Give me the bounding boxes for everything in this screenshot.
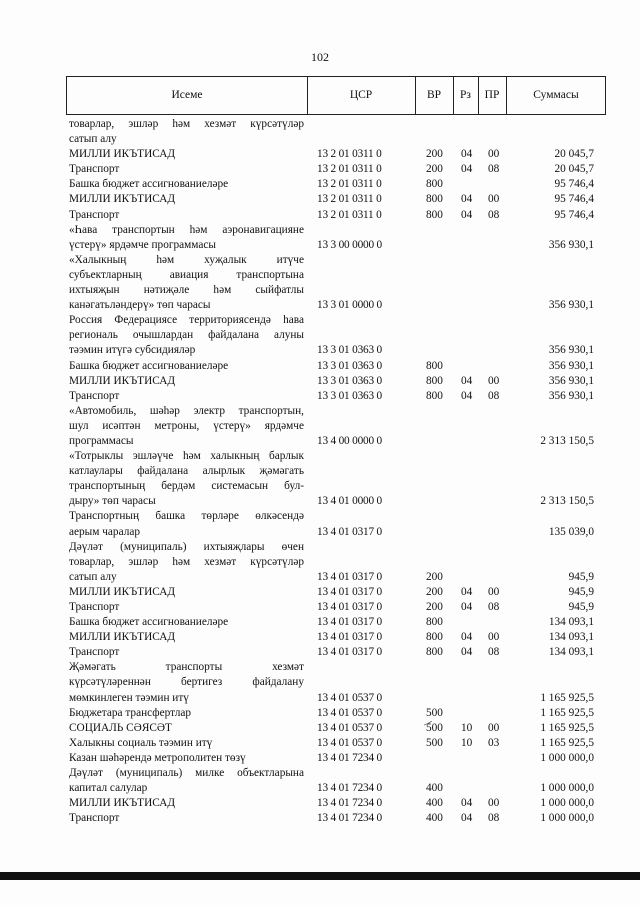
cell-vr: 800 bbox=[426, 193, 443, 206]
cell-pr: 08 bbox=[488, 646, 500, 659]
table-row bbox=[69, 691, 609, 706]
cell-sum: 945,9 bbox=[568, 601, 594, 613]
cell-pr: 00 bbox=[488, 797, 500, 810]
cell-vr: 800 bbox=[426, 359, 443, 372]
cell-name: мөмкинлеген тәэмин итү bbox=[69, 691, 189, 704]
header-name: Исеме bbox=[171, 89, 203, 101]
cell-sum: 134 093,1 bbox=[548, 646, 594, 659]
cell-name: Транспорт bbox=[69, 163, 120, 176]
cell-name: Россия Федерациясе территориясендә һава bbox=[69, 314, 304, 327]
table-row bbox=[69, 434, 609, 449]
cell-sum: 2 313 150,5 bbox=[540, 434, 594, 447]
cell-name: Җәмәгать транспорты хезмәт bbox=[69, 661, 304, 674]
cell-pr: 03 bbox=[488, 736, 500, 749]
cell-rz: 04 bbox=[461, 208, 473, 221]
cell-sum: 1 000 000,0 bbox=[540, 812, 594, 825]
cell-name: Дәүләт (муниципаль) ихтыяҗлары өчен bbox=[69, 540, 304, 553]
cell-name: транспортының бердәм системасын бул- bbox=[69, 480, 304, 493]
table-row bbox=[69, 238, 609, 253]
table-row bbox=[69, 706, 609, 721]
pen-mark-icon bbox=[424, 721, 432, 726]
table-row bbox=[69, 283, 609, 298]
table-header bbox=[66, 76, 606, 115]
table-row bbox=[69, 675, 609, 690]
cell-vr: 500 bbox=[426, 721, 443, 734]
table-row bbox=[69, 162, 609, 177]
cell-vr: 200 bbox=[426, 585, 443, 598]
cell-csr: 13 2 01 0311 0 bbox=[317, 178, 382, 191]
cell-vr: 500 bbox=[426, 736, 443, 749]
table-row bbox=[69, 660, 609, 675]
cell-vr: 200 bbox=[426, 163, 443, 176]
cell-name: СОЦИАЛЬ СӘЯСӘТ bbox=[69, 721, 172, 734]
cell-csr: 13 4 01 0537 0 bbox=[317, 721, 382, 734]
table-row bbox=[69, 766, 609, 781]
cell-name: сатып алу bbox=[69, 570, 117, 583]
cell-vr: 200 bbox=[426, 601, 443, 613]
table-row bbox=[69, 645, 609, 660]
cell-csr: 13 3 00 0000 0 bbox=[317, 238, 382, 251]
cell-csr: 13 4 01 0537 0 bbox=[317, 691, 382, 704]
table-row bbox=[69, 374, 609, 389]
cell-sum: 356 930,1 bbox=[548, 238, 594, 251]
table-row bbox=[69, 404, 609, 419]
cell-vr: 200 bbox=[426, 148, 443, 161]
cell-pr: 08 bbox=[488, 812, 500, 825]
cell-sum: 2 313 150,5 bbox=[540, 495, 594, 508]
cell-name: капитал салулар bbox=[69, 782, 148, 795]
cell-sum: 356 930,1 bbox=[548, 299, 594, 312]
cell-rz: 04 bbox=[461, 646, 473, 659]
cell-csr: 13 4 01 0537 0 bbox=[317, 736, 382, 749]
cell-pr: 08 bbox=[488, 163, 500, 176]
cell-name: МИЛЛИ ИКЪТИСАД bbox=[69, 585, 176, 598]
cell-csr: 13 3 01 0363 0 bbox=[317, 344, 382, 357]
cell-csr: 13 2 01 0311 0 bbox=[317, 163, 382, 176]
cell-csr: 13 4 01 0537 0 bbox=[317, 706, 382, 719]
cell-sum: 356 930,1 bbox=[548, 359, 594, 372]
cell-rz: 04 bbox=[461, 585, 473, 598]
header-vr: ВР bbox=[426, 89, 442, 101]
cell-vr: 800 bbox=[426, 208, 443, 221]
cell-name: МИЛЛИ ИКЪТИСАД bbox=[69, 374, 176, 387]
table-row bbox=[69, 343, 609, 358]
cell-sum: 20 045,7 bbox=[554, 148, 594, 161]
table-row bbox=[69, 449, 609, 464]
cell-vr: 800 bbox=[426, 389, 443, 402]
table-row bbox=[69, 585, 609, 600]
cell-sum: 1 165 925,5 bbox=[540, 721, 594, 734]
table-row bbox=[69, 117, 609, 132]
cell-name: күрсәтүләреннән бертигез файдалану bbox=[69, 676, 304, 689]
cell-sum: 95 746,4 bbox=[554, 208, 594, 221]
cell-name: МИЛЛИ ИКЪТИСАД bbox=[69, 193, 176, 206]
cell-sum: 945,9 bbox=[568, 585, 594, 598]
cell-name: Транспорт bbox=[69, 812, 120, 825]
table-row bbox=[69, 615, 609, 630]
cell-sum: 1 165 925,5 bbox=[540, 706, 594, 719]
page-number: 102 bbox=[311, 50, 329, 64]
cell-name: сатып алу bbox=[69, 133, 117, 146]
cell-name: «Һава транспортын һәм аэронавигацияне bbox=[69, 223, 304, 236]
cell-sum: 356 930,1 bbox=[548, 374, 594, 387]
cell-vr: 800 bbox=[426, 631, 443, 644]
cell-name: «Халыкның һәм хуҗалык итүче bbox=[69, 253, 304, 266]
cell-pr: 00 bbox=[488, 374, 500, 387]
table-row bbox=[69, 781, 609, 796]
cell-rz: 04 bbox=[461, 797, 473, 810]
cell-sum: 134 093,1 bbox=[548, 616, 594, 629]
cell-vr: 800 bbox=[426, 178, 443, 191]
cell-rz: 04 bbox=[461, 193, 473, 206]
table-row bbox=[69, 479, 609, 494]
cell-sum: 1 000 000,0 bbox=[540, 782, 594, 795]
cell-pr: 08 bbox=[488, 208, 500, 221]
cell-rz: 04 bbox=[461, 389, 473, 402]
cell-csr: 13 2 01 0311 0 bbox=[317, 193, 382, 206]
cell-csr: 13 3 01 0363 0 bbox=[317, 389, 382, 402]
table-row bbox=[69, 223, 609, 238]
table-row bbox=[69, 359, 609, 374]
cell-csr: 13 4 01 7234 0 bbox=[317, 797, 382, 810]
header-rz: Рз bbox=[460, 89, 471, 101]
cell-csr: 13 4 01 0317 0 bbox=[317, 646, 382, 659]
cell-name: субъектларның авиация транспортына bbox=[69, 268, 304, 281]
cell-sum: 20 045,7 bbox=[554, 163, 594, 176]
table-row bbox=[69, 721, 609, 736]
table-row bbox=[69, 630, 609, 645]
cell-name: программасы bbox=[69, 434, 134, 447]
cell-csr: 13 2 01 0311 0 bbox=[317, 148, 382, 161]
cell-name: Казан шәһәрендә метрополитен төзү bbox=[69, 751, 246, 764]
cell-sum: 1 165 925,5 bbox=[540, 736, 594, 749]
cell-pr: 08 bbox=[488, 601, 500, 613]
cell-csr: 13 4 01 7234 0 bbox=[317, 751, 382, 764]
cell-csr: 13 3 01 0000 0 bbox=[317, 299, 382, 312]
cell-name: МИЛЛИ ИКЪТИСАД bbox=[69, 797, 176, 810]
cell-csr: 13 4 01 7234 0 bbox=[317, 782, 382, 795]
table-row bbox=[69, 751, 609, 766]
cell-name: Дәүләт (муниципаль) милке объектларына bbox=[69, 767, 304, 780]
table-row bbox=[69, 328, 609, 343]
cell-rz: 10 bbox=[461, 721, 473, 734]
cell-csr: 13 4 01 0000 0 bbox=[317, 495, 382, 508]
cell-name: «Тотрыклы эшләүче һәм халыкның барлык bbox=[69, 450, 304, 463]
cell-rz: 04 bbox=[461, 631, 473, 644]
cell-sum: 1 165 925,5 bbox=[540, 691, 594, 704]
cell-name: Транспортның башка төрләре өлкәсендә bbox=[69, 510, 304, 523]
table-row bbox=[69, 268, 609, 283]
cell-name: аерым чаралар bbox=[69, 525, 140, 538]
cell-sum: 135 039,0 bbox=[548, 525, 594, 538]
cell-name: Башка бюджет ассигнованиеләре bbox=[69, 616, 229, 629]
cell-pr: 00 bbox=[488, 631, 500, 644]
cell-rz: 04 bbox=[461, 148, 473, 161]
cell-name: «Автомобиль, шәһәр электр транспортын, bbox=[69, 404, 304, 417]
table-row bbox=[69, 298, 609, 313]
cell-csr: 13 4 01 0317 0 bbox=[317, 525, 382, 538]
cell-csr: 13 4 01 0317 0 bbox=[317, 585, 382, 598]
cell-sum: 95 746,4 bbox=[554, 193, 594, 206]
cell-name: тәэмин итүгә субсидияләр bbox=[69, 344, 196, 357]
cell-name: МИЛЛИ ИКЪТИСАД bbox=[69, 631, 176, 644]
table-row bbox=[69, 570, 609, 585]
cell-vr: 800 bbox=[426, 374, 443, 387]
cell-vr: 800 bbox=[426, 646, 443, 659]
cell-name: шул исәптән метроны, үстерү» ярдәмче bbox=[69, 419, 304, 432]
cell-sum: 1 000 000,0 bbox=[540, 797, 594, 810]
cell-csr: 13 4 01 0317 0 bbox=[317, 570, 382, 583]
cell-name: катлаулары файдалана алырлык җәмәгать bbox=[69, 465, 304, 478]
table-row bbox=[69, 525, 609, 540]
table-row bbox=[69, 192, 609, 207]
cell-vr: 400 bbox=[426, 797, 443, 810]
header-sum: Суммасы bbox=[533, 89, 579, 101]
cell-name: үстерү» ярдәмче программасы bbox=[69, 238, 216, 251]
table-row bbox=[69, 177, 609, 192]
cell-csr: 13 4 01 0317 0 bbox=[317, 616, 382, 629]
table-row bbox=[69, 736, 609, 751]
cell-rz: 04 bbox=[461, 163, 473, 176]
cell-csr: 13 3 01 0363 0 bbox=[317, 374, 382, 387]
table-body bbox=[69, 117, 609, 826]
cell-name: региональ очышлардан файдалана алуны bbox=[69, 329, 304, 342]
cell-vr: 400 bbox=[426, 782, 443, 795]
table-row bbox=[69, 419, 609, 434]
header-csr: ЦСР bbox=[349, 89, 373, 101]
cell-rz: 04 bbox=[461, 601, 473, 613]
table-row bbox=[69, 147, 609, 162]
table-row bbox=[69, 253, 609, 268]
cell-name: дыру» төп чарасы bbox=[69, 495, 156, 508]
table-row bbox=[69, 389, 609, 404]
cell-csr: 13 2 01 0311 0 bbox=[317, 208, 382, 221]
cell-vr: 200 bbox=[426, 570, 443, 583]
cell-sum: 356 930,1 bbox=[548, 344, 594, 357]
table-row bbox=[69, 132, 609, 147]
scan-border bbox=[0, 872, 640, 880]
cell-sum: 945,9 bbox=[568, 570, 594, 583]
table-row bbox=[69, 811, 609, 826]
cell-name: Башка бюджет ассигнованиеләре bbox=[69, 178, 229, 191]
table-row bbox=[69, 509, 609, 524]
cell-sum: 134 093,1 bbox=[548, 631, 594, 644]
cell-rz: 04 bbox=[461, 812, 473, 825]
table-row bbox=[69, 208, 609, 223]
cell-pr: 08 bbox=[488, 389, 500, 402]
cell-name: Бюджетара трансфертлар bbox=[69, 706, 192, 719]
cell-name: ихтыяҗын нәтиҗәле һәм сыйфатлы bbox=[69, 284, 304, 297]
cell-sum: 356 930,1 bbox=[548, 389, 594, 402]
table-row bbox=[69, 796, 609, 811]
cell-vr: 500 bbox=[426, 706, 443, 719]
cell-rz: 04 bbox=[461, 374, 473, 387]
cell-vr: 400 bbox=[426, 812, 443, 825]
table-row bbox=[69, 600, 609, 615]
cell-rz: 10 bbox=[461, 736, 473, 749]
table-row bbox=[69, 555, 609, 570]
cell-name: Транспорт bbox=[69, 208, 120, 221]
table-row bbox=[69, 464, 609, 479]
header-pr: ПР bbox=[484, 89, 500, 101]
cell-csr: 13 4 01 7234 0 bbox=[317, 812, 382, 825]
cell-pr: 00 bbox=[488, 148, 500, 161]
table-row bbox=[69, 313, 609, 328]
cell-name: МИЛЛИ ИКЪТИСАД bbox=[69, 148, 176, 161]
cell-name: товарлар, эшләр һәм хезмәт күрсәтүләр bbox=[69, 118, 304, 130]
cell-name: Транспорт bbox=[69, 601, 120, 613]
cell-name: Транспорт bbox=[69, 646, 120, 659]
cell-name: Халыкны социаль тәэмин итү bbox=[69, 736, 213, 749]
cell-pr: 00 bbox=[488, 193, 500, 206]
cell-sum: 95 746,4 bbox=[554, 178, 594, 191]
cell-pr: 00 bbox=[488, 721, 500, 734]
cell-name: Башка бюджет ассигнованиеләре bbox=[69, 359, 229, 372]
cell-name: товарлар, эшләр һәм хезмәт күрсәтүләр bbox=[69, 555, 304, 568]
cell-csr: 13 4 01 0317 0 bbox=[317, 631, 382, 644]
cell-sum: 1 000 000,0 bbox=[540, 751, 594, 764]
table-row bbox=[69, 540, 609, 555]
cell-vr: 800 bbox=[426, 616, 443, 629]
cell-csr: 13 3 01 0363 0 bbox=[317, 359, 382, 372]
cell-csr: 13 4 01 0317 0 bbox=[317, 601, 382, 613]
cell-pr: 00 bbox=[488, 585, 500, 598]
cell-name: Транспорт bbox=[69, 389, 120, 402]
table-row bbox=[69, 494, 609, 509]
cell-name: канәгатьләндерү» төп чарасы bbox=[69, 299, 211, 312]
cell-csr: 13 4 00 0000 0 bbox=[317, 434, 382, 447]
